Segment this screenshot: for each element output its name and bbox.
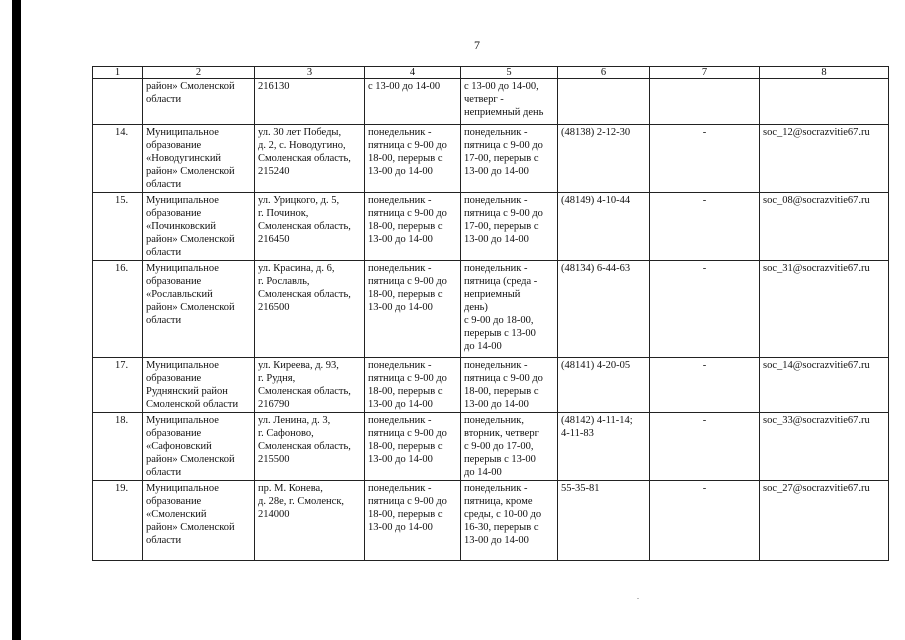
address-cell <box>255 125 365 193</box>
municipality-name-cell <box>143 413 255 481</box>
column-number: 8 <box>760 67 889 79</box>
row-number-cell <box>93 261 143 358</box>
phone-number: (48142) 4-11-14; 4-11-83 <box>561 415 633 439</box>
column-number: 6 <box>558 67 650 79</box>
column-7-value: - <box>702 483 707 494</box>
email-address: soc_33@socrazvitie67.ru <box>763 415 870 426</box>
municipality-name: район» Смоленской области <box>146 81 235 105</box>
email-address: soc_08@socrazvitie67.ru <box>763 195 870 206</box>
phone-number-cell <box>558 193 650 261</box>
column-number: 2 <box>143 67 255 79</box>
municipality-name: Муниципальное образование «Смоленский район» Смоленской области <box>146 483 235 546</box>
reception-hours-cell: понедельник - пятница (среда - неприемный день) с 9-00 до 18-00, перерыв с 13-00 до 14-00 <box>464 263 538 352</box>
row-number-cell <box>93 125 143 193</box>
table-row <box>93 193 889 261</box>
row-number: 16. <box>115 263 129 274</box>
column-number: 3 <box>255 67 365 79</box>
address-cell <box>255 413 365 481</box>
table-body <box>93 67 889 561</box>
row-number: 14. <box>115 127 129 138</box>
scan-edge-bar <box>12 0 21 640</box>
table-row <box>93 413 889 481</box>
working-hours-cell: с 13-00 до 14-00 <box>368 81 441 92</box>
reception-hours-cell-cell <box>461 125 558 193</box>
address: ул. Урицкого, д. 5, г. Починок, Смоленская область, 216450 <box>258 195 351 245</box>
municipality-name-cell <box>143 358 255 413</box>
reception-hours-cell: понедельник - пятница с 9-00 до 18-00, перерыв с 13-00 до 14-00 <box>464 360 543 410</box>
email-address-cell <box>760 481 889 561</box>
email-address-cell <box>760 358 889 413</box>
municipality-name-cell <box>143 481 255 561</box>
phone-number-cell <box>558 125 650 193</box>
page-number: 7 <box>474 38 480 52</box>
column-7-value-cell <box>650 79 760 125</box>
municipality-name: Муниципальное образование «Новодугинский район» Смоленской области <box>146 127 235 190</box>
reception-hours-cell-cell <box>461 261 558 358</box>
table-row <box>93 481 889 561</box>
working-hours-cell-cell <box>365 125 461 193</box>
phone-number: (48138) 2-12-30 <box>561 127 631 138</box>
email-address: soc_27@socrazvitie67.ru <box>763 483 870 494</box>
phone-number-cell <box>558 79 650 125</box>
address-cell <box>255 358 365 413</box>
row-number: 19. <box>115 483 129 494</box>
address-cell <box>255 261 365 358</box>
row-number-cell <box>93 481 143 561</box>
scan-speck <box>637 598 639 599</box>
address-cell <box>255 193 365 261</box>
email-address-cell <box>760 79 889 125</box>
row-number-cell <box>93 413 143 481</box>
table-row <box>93 125 889 193</box>
row-number: 18. <box>115 415 129 426</box>
phone-number-cell <box>558 413 650 481</box>
row-number-cell <box>93 193 143 261</box>
column-7-value: - <box>702 263 707 274</box>
municipality-name: Муниципальное образование Руднянский район Смоленской области <box>146 360 239 410</box>
email-address: soc_14@socrazvitie67.ru <box>763 360 870 371</box>
column-7-value: - <box>702 127 707 138</box>
column-7-value: - <box>702 360 707 371</box>
municipality-name-cell <box>143 125 255 193</box>
row-number-cell <box>93 358 143 413</box>
column-7-value-cell <box>650 125 760 193</box>
working-hours-cell: понедельник - пятница с 9-00 до 18-00, перерыв с 13-00 до 14-00 <box>368 360 447 410</box>
address: ул. Красина, д. 6, г. Рославль, Смоленская область, 216500 <box>258 263 351 313</box>
working-hours-cell: понедельник - пятница с 9-00 до 18-00, перерыв с 13-00 до 14-00 <box>368 415 447 465</box>
working-hours-cell-cell <box>365 413 461 481</box>
column-7-value-cell <box>650 193 760 261</box>
phone-number: 55-35-81 <box>561 483 600 494</box>
column-7-value-cell <box>650 481 760 561</box>
column-number: 5 <box>461 67 558 79</box>
column-number: 1 <box>93 67 143 79</box>
working-hours-cell-cell <box>365 481 461 561</box>
row-number-cell <box>93 79 143 125</box>
email-address: soc_12@socrazvitie67.ru <box>763 127 870 138</box>
municipality-name: Муниципальное образование «Починковский район» Смоленской области <box>146 195 235 258</box>
phone-number-cell <box>558 358 650 413</box>
working-hours-cell: понедельник - пятница с 9-00 до 18-00, перерыв с 13-00 до 14-00 <box>368 483 447 533</box>
municipality-name: Муниципальное образование «Сафоновский район» Смоленской области <box>146 415 235 478</box>
email-address: soc_31@socrazvitie67.ru <box>763 263 870 274</box>
email-address-cell <box>760 261 889 358</box>
column-7-value-cell <box>650 413 760 481</box>
reception-hours-cell: понедельник, вторник, четверг с 9-00 до 17-00, перерыв с 13-00 до 14-00 <box>464 415 539 478</box>
reception-hours-cell-cell <box>461 481 558 561</box>
email-address-cell <box>760 193 889 261</box>
working-hours-cell: понедельник - пятница с 9-00 до 18-00, перерыв с 13-00 до 14-00 <box>368 195 447 245</box>
working-hours-cell-cell <box>365 193 461 261</box>
phone-number: (48141) 4-20-05 <box>561 360 631 371</box>
column-number: 4 <box>365 67 461 79</box>
phone-number: (48149) 4-10-44 <box>561 195 631 206</box>
working-hours-cell-cell <box>365 79 461 125</box>
working-hours-cell: понедельник - пятница с 9-00 до 18-00, перерыв с 13-00 до 14-00 <box>368 263 447 313</box>
email-address-cell <box>760 125 889 193</box>
phone-number: (48134) 6-44-63 <box>561 263 631 274</box>
working-hours-cell-cell <box>365 261 461 358</box>
address: ул. Ленина, д. 3, г. Сафоново, Смоленская область, 215500 <box>258 415 351 465</box>
reception-hours-cell: с 13-00 до 14-00, четверг - неприемный день <box>464 81 544 118</box>
phone-number-cell <box>558 261 650 358</box>
reception-hours-cell-cell <box>461 79 558 125</box>
table-row <box>93 79 889 125</box>
reception-hours-cell: понедельник - пятница с 9-00 до 17-00, перерыв с 13-00 до 14-00 <box>464 127 543 177</box>
address-cell <box>255 481 365 561</box>
municipality-name-cell <box>143 79 255 125</box>
contacts-table <box>92 66 889 561</box>
phone-number-cell <box>558 481 650 561</box>
reception-hours-cell: понедельник - пятница, кроме среды, с 10-00 до 16-30, перерыв с 13-00 до 14-00 <box>464 483 542 546</box>
municipality-name-cell <box>143 261 255 358</box>
municipality-name-cell <box>143 193 255 261</box>
address: пр. М. Конева, д. 28е, г. Смоленск, 214000 <box>258 483 345 520</box>
column-7-value: - <box>702 415 707 426</box>
table-row <box>93 358 889 413</box>
reception-hours-cell-cell <box>461 413 558 481</box>
email-address-cell <box>760 413 889 481</box>
municipality-name: Муниципальное образование «Рославльский район» Смоленской области <box>146 263 235 326</box>
column-numbers-row <box>93 67 889 79</box>
row-number: 15. <box>115 195 129 206</box>
address: ул. Киреева, д. 93, г. Рудня, Смоленская область, 216790 <box>258 360 351 410</box>
reception-hours-cell-cell <box>461 358 558 413</box>
reception-hours-cell-cell <box>461 193 558 261</box>
table-row <box>93 261 889 358</box>
reception-hours-cell: понедельник - пятница с 9-00 до 17-00, перерыв с 13-00 до 14-00 <box>464 195 543 245</box>
address: 216130 <box>258 81 290 92</box>
working-hours-cell: понедельник - пятница с 9-00 до 18-00, перерыв с 13-00 до 14-00 <box>368 127 447 177</box>
column-7-value-cell <box>650 261 760 358</box>
working-hours-cell-cell <box>365 358 461 413</box>
address-cell <box>255 79 365 125</box>
row-number: 17. <box>115 360 129 371</box>
column-7-value-cell <box>650 358 760 413</box>
column-7-value: - <box>702 195 707 206</box>
column-number: 7 <box>650 67 760 79</box>
address: ул. 30 лет Победы, д. 2, с. Новодугино, Смоленская область, 215240 <box>258 127 351 177</box>
